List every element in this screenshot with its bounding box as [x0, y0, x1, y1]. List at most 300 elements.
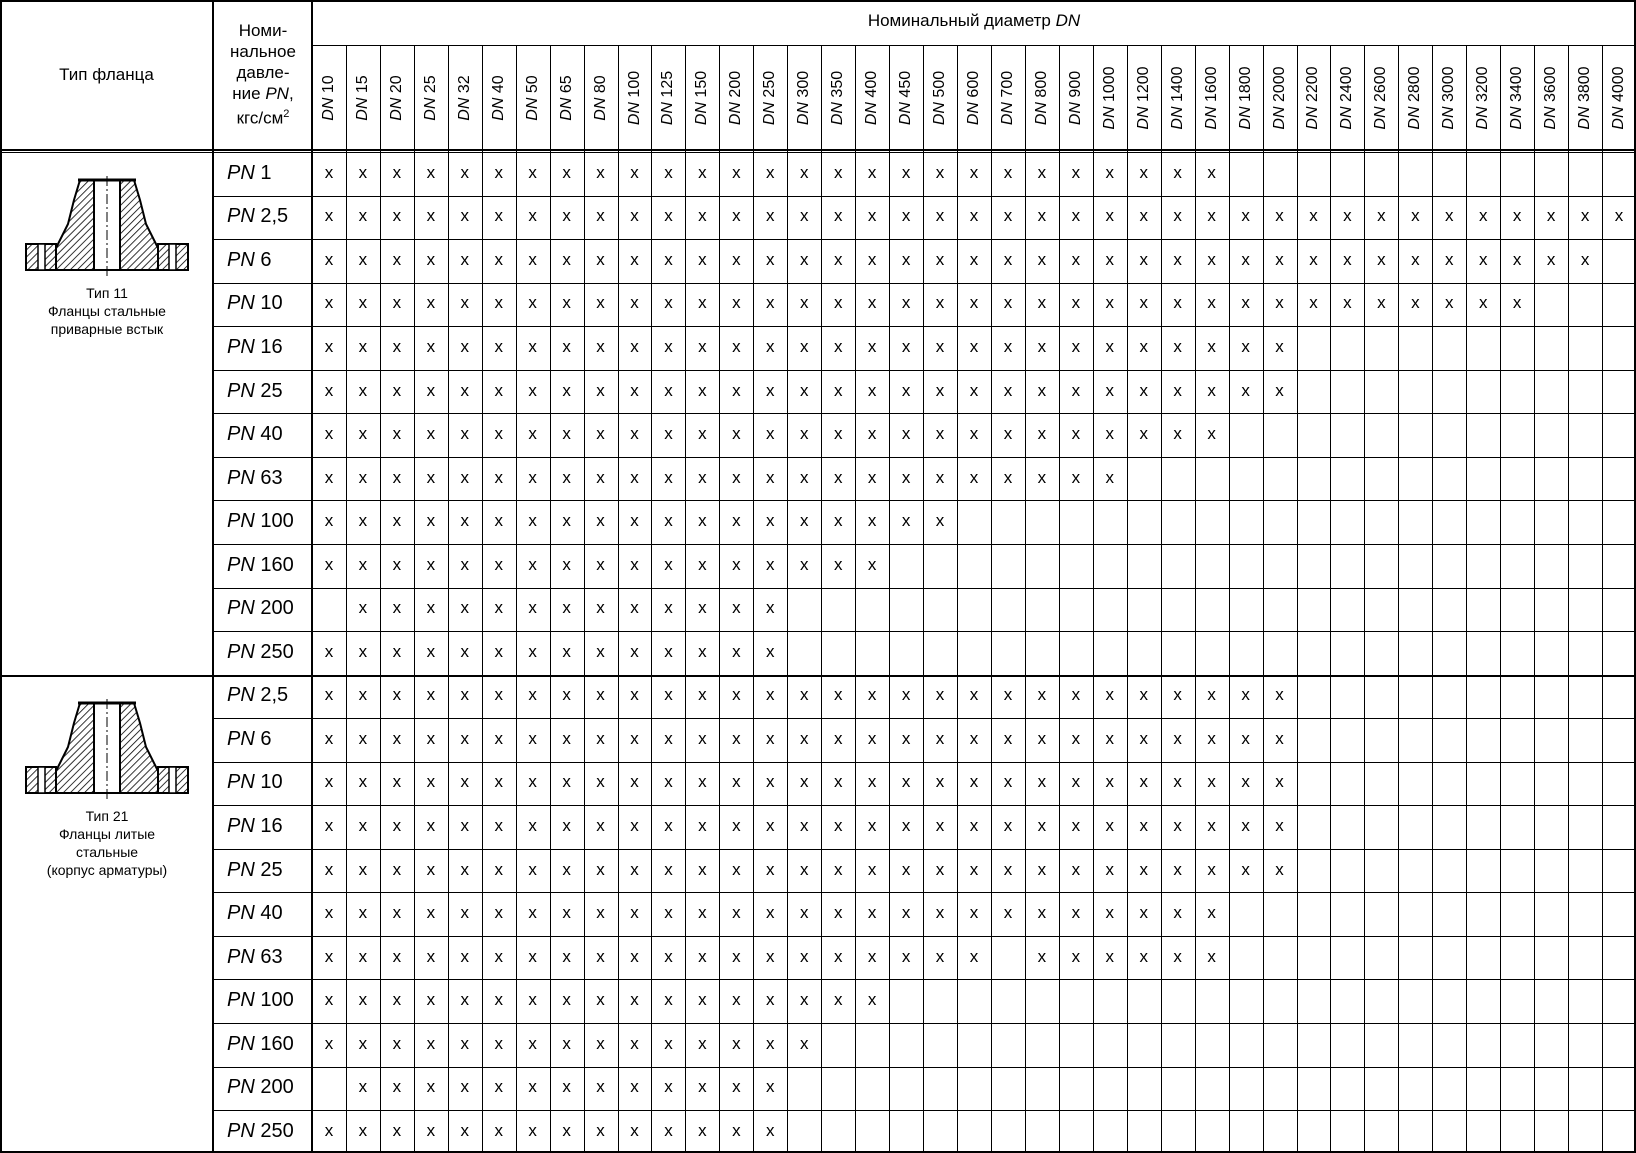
- dn-symbol: DN: [489, 97, 507, 121]
- dn-value: 1200: [1134, 65, 1152, 106]
- dn-label-450: [896, 50, 916, 146]
- dn-value: 80: [591, 74, 609, 98]
- pn-value: 63: [254, 945, 283, 968]
- availability-mark: x: [732, 467, 741, 487]
- availability-mark: x: [460, 728, 469, 748]
- pressure-header-line-5: [214, 104, 312, 129]
- row-border: [212, 1023, 1636, 1024]
- availability-mark: x: [630, 1120, 639, 1140]
- availability-mark: x: [528, 946, 537, 966]
- flange-caption: [2, 284, 212, 338]
- pn-label: [227, 554, 294, 577]
- availability-mark: x: [1207, 728, 1216, 748]
- availability-mark: x: [935, 467, 945, 487]
- dn-label-125: [658, 50, 678, 146]
- availability-mark: x: [528, 685, 537, 705]
- availability-mark: x: [630, 728, 639, 748]
- availability-mark: x: [935, 903, 945, 923]
- availability-mark: x: [1478, 293, 1488, 313]
- dn-label-300: [794, 50, 814, 146]
- availability-mark: x: [1241, 728, 1250, 748]
- availability-mark: x: [935, 380, 945, 400]
- availability-mark: x: [698, 816, 707, 836]
- availability-mark: x: [1071, 162, 1081, 182]
- pn-label: [227, 641, 294, 664]
- pn-value: 63: [254, 466, 283, 489]
- availability-mark: x: [766, 467, 775, 487]
- availability-mark: x: [698, 1120, 707, 1140]
- dn-label-250: [760, 50, 780, 146]
- availability-mark: x: [528, 511, 537, 531]
- availability-mark: x: [494, 554, 503, 574]
- availability-mark: x: [392, 467, 402, 487]
- dn-value: 20: [387, 74, 405, 98]
- pn-value: 6: [254, 248, 272, 271]
- availability-mark: x: [494, 511, 503, 531]
- availability-mark: x: [1071, 859, 1081, 879]
- availability-mark: x: [1037, 162, 1047, 182]
- availability-mark: x: [1241, 685, 1250, 705]
- availability-mark: x: [1037, 728, 1047, 748]
- availability-mark: x: [800, 859, 809, 879]
- dn-value: 50: [523, 74, 541, 98]
- availability-mark: x: [562, 467, 571, 487]
- availability-mark: x: [1207, 206, 1216, 226]
- availability-mark: x: [901, 206, 911, 226]
- availability-mark: x: [358, 990, 368, 1010]
- availability-mark: x: [969, 728, 979, 748]
- pn-label: [227, 205, 288, 228]
- availability-mark: x: [901, 816, 911, 836]
- availability-mark: x: [562, 946, 571, 966]
- availability-mark: x: [901, 162, 911, 182]
- pressure-unit-exponent: 2: [283, 108, 290, 120]
- availability-mark: x: [324, 554, 334, 574]
- availability-mark: x: [460, 816, 469, 836]
- availability-mark: x: [358, 511, 368, 531]
- pressure-header-line-1: Номи-: [238, 21, 288, 40]
- availability-mark: x: [766, 1077, 775, 1097]
- pn-label: [227, 989, 294, 1012]
- availability-mark: x: [460, 685, 469, 705]
- availability-mark: x: [935, 206, 945, 226]
- dn-value: 800: [1032, 70, 1050, 102]
- availability-mark: x: [698, 641, 707, 661]
- availability-mark: x: [1105, 380, 1115, 400]
- availability-mark: x: [426, 641, 436, 661]
- availability-mark: x: [596, 772, 605, 792]
- dn-value: 450: [897, 70, 915, 102]
- availability-mark: x: [698, 772, 707, 792]
- availability-mark: x: [358, 772, 368, 792]
- pn-value: 40: [254, 423, 283, 446]
- pn-symbol: PN: [227, 684, 255, 707]
- caption-line: Фланцы литые: [58, 825, 156, 842]
- row-border: [212, 544, 1636, 545]
- availability-mark: x: [800, 1033, 809, 1053]
- availability-mark: x: [698, 424, 707, 444]
- availability-mark: x: [630, 336, 639, 356]
- dn-symbol: DN: [1542, 105, 1560, 130]
- availability-mark: x: [358, 293, 368, 313]
- dn-symbol: DN: [1236, 105, 1254, 130]
- availability-mark: x: [358, 728, 368, 748]
- availability-mark: x: [867, 336, 877, 356]
- availability-mark: x: [324, 641, 334, 661]
- availability-mark: x: [528, 336, 537, 356]
- dn-label-600: [964, 50, 984, 146]
- header-bottom-line-2: [0, 152, 1636, 153]
- availability-mark: x: [596, 162, 605, 182]
- pn-label: [227, 728, 271, 751]
- availability-mark: x: [664, 1077, 673, 1097]
- availability-mark: x: [1275, 206, 1284, 226]
- availability-mark: x: [324, 206, 334, 226]
- availability-mark: x: [1037, 903, 1047, 923]
- availability-mark: x: [766, 511, 775, 531]
- dn-label-3600: [1541, 50, 1561, 146]
- availability-mark: x: [901, 685, 911, 705]
- availability-mark: x: [1071, 293, 1081, 313]
- availability-mark: x: [596, 206, 605, 226]
- availability-mark: x: [528, 293, 537, 313]
- availability-mark: x: [630, 554, 639, 574]
- pn-label: [227, 336, 283, 359]
- availability-mark: x: [969, 772, 979, 792]
- availability-mark: x: [596, 1077, 605, 1097]
- availability-mark: x: [664, 1120, 673, 1140]
- availability-mark: x: [833, 990, 843, 1010]
- availability-mark: x: [1207, 816, 1216, 836]
- availability-mark: x: [494, 728, 503, 748]
- availability-mark: x: [596, 467, 605, 487]
- availability-mark: x: [562, 336, 571, 356]
- availability-mark: x: [1071, 380, 1081, 400]
- availability-mark: x: [630, 685, 639, 705]
- row-border: [212, 979, 1636, 980]
- availability-mark: x: [1139, 728, 1148, 748]
- availability-mark: x: [324, 946, 334, 966]
- dn-symbol: DN: [1304, 105, 1322, 130]
- pn-label: [227, 859, 283, 882]
- pn-symbol: PN: [227, 640, 255, 663]
- availability-mark: x: [664, 772, 673, 792]
- availability-mark: x: [833, 467, 843, 487]
- availability-mark: x: [596, 728, 605, 748]
- dn-value: 400: [863, 70, 881, 102]
- availability-mark: x: [392, 685, 402, 705]
- availability-mark: x: [1071, 206, 1081, 226]
- availability-mark: x: [528, 598, 537, 618]
- dn-symbol: DN: [1055, 11, 1081, 30]
- availability-mark: x: [935, 685, 945, 705]
- availability-mark: x: [766, 685, 775, 705]
- availability-mark: x: [460, 903, 469, 923]
- availability-mark: x: [358, 1033, 368, 1053]
- availability-mark: x: [800, 903, 809, 923]
- availability-mark: x: [935, 424, 945, 444]
- availability-mark: x: [1037, 336, 1047, 356]
- availability-mark: x: [1071, 336, 1081, 356]
- dn-symbol: DN: [1100, 105, 1118, 130]
- availability-mark: x: [426, 1120, 436, 1140]
- availability-mark: x: [867, 946, 877, 966]
- dn-label-20: [387, 50, 407, 146]
- dn-value: 700: [998, 70, 1016, 102]
- availability-mark: x: [1105, 206, 1115, 226]
- availability-mark: x: [562, 293, 571, 313]
- availability-mark: x: [1105, 424, 1115, 444]
- availability-mark: x: [766, 859, 775, 879]
- pn-label: [227, 1033, 294, 1056]
- availability-mark: x: [460, 859, 469, 879]
- availability-mark: x: [562, 685, 571, 705]
- availability-mark: x: [562, 424, 571, 444]
- availability-mark: x: [1003, 772, 1013, 792]
- availability-mark: x: [664, 424, 673, 444]
- availability-mark: x: [901, 946, 911, 966]
- availability-mark: x: [1037, 424, 1047, 444]
- availability-mark: x: [1411, 293, 1420, 313]
- availability-mark: x: [1309, 293, 1318, 313]
- availability-mark: x: [800, 772, 809, 792]
- availability-mark: x: [528, 990, 537, 1010]
- dn-value: 1400: [1168, 65, 1186, 106]
- availability-mark: x: [867, 206, 877, 226]
- availability-mark: x: [630, 206, 639, 226]
- availability-mark: x: [596, 511, 605, 531]
- availability-mark: x: [460, 1120, 469, 1140]
- row-border: [212, 196, 1636, 197]
- availability-mark: x: [664, 249, 673, 269]
- availability-mark: x: [562, 990, 571, 1010]
- cast-flange-icon: [22, 699, 192, 799]
- availability-mark: x: [528, 1033, 537, 1053]
- availability-mark: x: [1139, 685, 1148, 705]
- dn-label-3800: [1575, 50, 1595, 146]
- availability-mark: x: [1003, 467, 1013, 487]
- availability-mark: x: [1037, 946, 1047, 966]
- pn-symbol: PN: [227, 292, 255, 315]
- pn-symbol: PN: [227, 727, 255, 750]
- availability-mark: x: [800, 685, 809, 705]
- pn-symbol: PN: [227, 205, 255, 228]
- availability-mark: x: [1512, 206, 1522, 226]
- weld-neck-flange-icon: [22, 176, 192, 276]
- availability-mark: x: [901, 380, 911, 400]
- availability-mark: x: [630, 511, 639, 531]
- pn-value: 100: [254, 510, 294, 533]
- pn-value: 2,5: [254, 205, 289, 228]
- pn-symbol: PN: [227, 1032, 255, 1055]
- availability-mark: x: [969, 293, 979, 313]
- availability-mark: x: [460, 293, 469, 313]
- availability-mark: x: [630, 816, 639, 836]
- dn-symbol: DN: [1474, 105, 1492, 130]
- dn-symbol: DN: [795, 101, 813, 125]
- pn-label: [227, 902, 283, 925]
- availability-mark: x: [935, 816, 945, 836]
- availability-mark: x: [596, 293, 605, 313]
- pn-symbol: PN: [227, 423, 255, 446]
- availability-mark: x: [1105, 728, 1115, 748]
- availability-mark: x: [1275, 772, 1284, 792]
- availability-mark: x: [1241, 249, 1250, 269]
- dn-symbol: DN: [1032, 101, 1050, 125]
- availability-mark: x: [1139, 249, 1148, 269]
- dn-symbol: DN: [1406, 105, 1424, 130]
- availability-mark: x: [1139, 162, 1148, 182]
- availability-mark: x: [1445, 249, 1454, 269]
- availability-mark: x: [766, 598, 775, 618]
- row-border: [212, 805, 1636, 806]
- availability-mark: x: [664, 990, 673, 1010]
- availability-mark: x: [800, 336, 809, 356]
- availability-mark: x: [630, 903, 639, 923]
- availability-mark: x: [528, 424, 537, 444]
- availability-mark: x: [800, 249, 809, 269]
- availability-mark: x: [426, 206, 436, 226]
- pn-label: [227, 597, 294, 620]
- pn-symbol: PN: [227, 161, 255, 184]
- availability-mark: x: [833, 293, 843, 313]
- availability-mark: x: [901, 772, 911, 792]
- availability-mark: x: [460, 1033, 469, 1053]
- availability-mark: x: [596, 424, 605, 444]
- availability-mark: x: [494, 816, 503, 836]
- pn-value: 100: [254, 989, 294, 1012]
- availability-mark: x: [426, 511, 436, 531]
- availability-mark: x: [528, 1077, 537, 1097]
- availability-mark: x: [1173, 903, 1182, 923]
- row-border: [212, 239, 1636, 240]
- availability-mark: x: [1071, 728, 1081, 748]
- availability-mark: x: [664, 336, 673, 356]
- availability-mark: x: [833, 380, 843, 400]
- availability-mark: x: [800, 728, 809, 748]
- dn-symbol: DN: [353, 97, 371, 121]
- availability-mark: x: [1139, 380, 1148, 400]
- dn-symbol: DN: [421, 97, 439, 121]
- availability-mark: x: [1377, 206, 1386, 226]
- dn-label-1000: [1100, 50, 1120, 146]
- availability-mark: x: [494, 380, 503, 400]
- availability-mark: x: [460, 641, 469, 661]
- dn-value: 3400: [1508, 65, 1526, 106]
- availability-mark: x: [494, 424, 503, 444]
- availability-mark: x: [358, 249, 368, 269]
- availability-mark: x: [969, 424, 979, 444]
- nominal-pressure-header: [214, 20, 312, 129]
- availability-mark: x: [392, 728, 402, 748]
- availability-mark: x: [426, 1077, 436, 1097]
- dn-symbol: DN: [1338, 105, 1356, 130]
- pressure-header-line-4: [214, 83, 312, 104]
- availability-mark: x: [528, 249, 537, 269]
- availability-mark: x: [833, 946, 843, 966]
- availability-mark: x: [1275, 293, 1284, 313]
- availability-mark: x: [732, 162, 741, 182]
- availability-mark: x: [833, 816, 843, 836]
- availability-mark: x: [1003, 293, 1013, 313]
- availability-mark: x: [392, 206, 402, 226]
- availability-mark: x: [664, 816, 673, 836]
- availability-mark: x: [528, 206, 537, 226]
- pn-label: [227, 1076, 294, 1099]
- availability-mark: x: [494, 772, 503, 792]
- pn-label: [227, 380, 283, 403]
- availability-mark: x: [324, 467, 334, 487]
- dn-value: 32: [455, 74, 473, 98]
- availability-mark: x: [1139, 293, 1148, 313]
- availability-mark: x: [324, 1033, 334, 1053]
- dn-label-400: [862, 50, 882, 146]
- availability-mark: x: [800, 206, 809, 226]
- availability-mark: x: [698, 859, 707, 879]
- availability-mark: x: [494, 859, 503, 879]
- availability-mark: x: [528, 641, 537, 661]
- availability-mark: x: [596, 1120, 605, 1140]
- availability-mark: x: [392, 816, 402, 836]
- availability-mark: x: [1173, 162, 1182, 182]
- availability-mark: x: [901, 424, 911, 444]
- availability-mark: x: [630, 162, 639, 182]
- availability-mark: x: [324, 249, 334, 269]
- pn-value: 1: [254, 161, 272, 184]
- availability-mark: x: [494, 946, 503, 966]
- availability-mark: x: [392, 641, 402, 661]
- availability-mark: x: [562, 1033, 571, 1053]
- row-border: [212, 1067, 1636, 1068]
- availability-mark: x: [392, 380, 402, 400]
- availability-mark: x: [698, 293, 707, 313]
- availability-mark: x: [766, 554, 775, 574]
- availability-mark: x: [698, 598, 707, 618]
- availability-mark: x: [596, 554, 605, 574]
- availability-mark: x: [1275, 816, 1284, 836]
- availability-mark: x: [935, 728, 945, 748]
- availability-mark: x: [426, 598, 436, 618]
- availability-mark: x: [358, 380, 368, 400]
- pn-value: 16: [254, 335, 283, 358]
- availability-mark: x: [800, 554, 809, 574]
- frame-left: [0, 0, 2, 1153]
- availability-mark: x: [664, 554, 673, 574]
- availability-mark: x: [969, 685, 979, 705]
- availability-mark: x: [698, 1033, 707, 1053]
- availability-mark: x: [1071, 772, 1081, 792]
- availability-mark: x: [494, 1077, 503, 1097]
- availability-mark: x: [494, 903, 503, 923]
- dn-value: 3200: [1474, 65, 1492, 106]
- pn-label: [227, 467, 283, 490]
- availability-mark: x: [664, 903, 673, 923]
- availability-mark: x: [901, 293, 911, 313]
- availability-mark: x: [698, 467, 707, 487]
- availability-mark: x: [800, 467, 809, 487]
- dn-value: 3000: [1440, 65, 1458, 106]
- availability-mark: x: [358, 598, 368, 618]
- availability-mark: x: [1241, 380, 1250, 400]
- availability-mark: x: [766, 728, 775, 748]
- availability-mark: x: [867, 249, 877, 269]
- availability-mark: x: [766, 903, 775, 923]
- availability-mark: x: [935, 772, 945, 792]
- availability-mark: x: [664, 1033, 673, 1053]
- availability-mark: x: [562, 641, 571, 661]
- group-separator: [0, 675, 1636, 677]
- availability-mark: x: [426, 554, 436, 574]
